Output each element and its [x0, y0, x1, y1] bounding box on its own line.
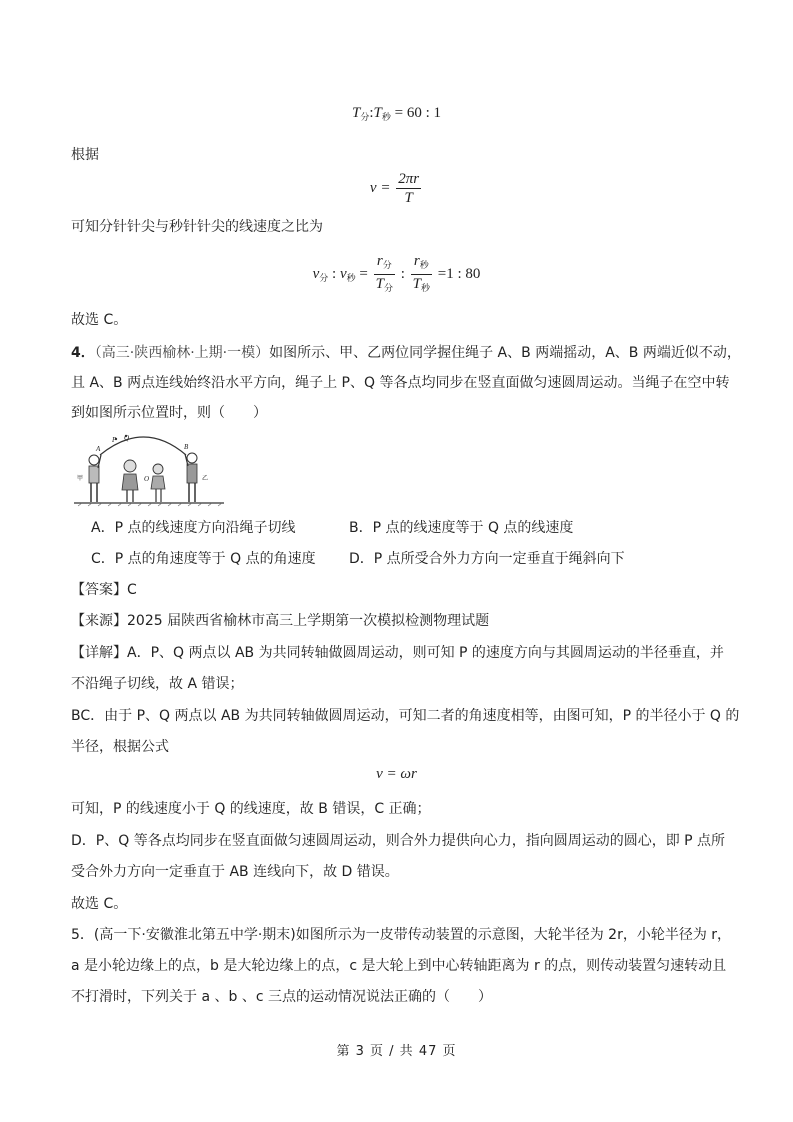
q4-source: 【来源】2025 届陕西省榆林市高三上学期第一次模拟检测物理试题: [71, 613, 490, 629]
q4-detail-line7: 受合外力方向一定垂直于 AB 连线向下，故 D 错误。: [71, 864, 399, 880]
label-b: B: [184, 443, 189, 451]
q5-stem-line2: a 是小轮边缘上的点，b 是大轮边缘上的点，c 是大轮上到中心转轴距离为 r 的点，则传动装置匀速转动且: [71, 958, 727, 974]
q4-answer: 【答案】C: [71, 582, 137, 598]
q4-choose: 故选 C。: [71, 896, 128, 912]
person-jia: [89, 455, 101, 502]
equation-speed-ratio: $v_分$ : $v_秒$ = $\frac{r_分}{T_分}$ : $\frac{r_秒}{T_秒}$ =1 : 80: [312, 253, 481, 293]
q5-stem-line3: 不打滑时，下列关于 a 、b 、c 三点的运动情况说法正确的（ ）: [71, 989, 492, 1005]
q5-stem-line1: 5．(高一下·安徽淮北第五中学·期末)如图所示为一皮带传动装置的示意图，大轮半径为 2r，小轮半径为 r，: [71, 927, 732, 943]
q4-detail-line3: BC．由于 P、Q 两点以 AB 为共同转轴做圆周运动，可知二者的角速度相等，由图可知，P 的半径小于 Q 的: [71, 708, 740, 724]
q4-detail-line4: 半径，根据公式: [71, 739, 169, 755]
q4-option-a[interactable]: A．P 点的线速度方向沿绳子切线: [91, 520, 296, 536]
q4-stem-line2: 且 A、B 两点连线始终沿水平方向，绳子上 P、Q 等各点均同步在竖直面做匀速圆周运动。当绳子在空中转: [71, 375, 730, 391]
q4-option-c[interactable]: C．P 点的角速度等于 Q 点的角速度: [91, 551, 316, 567]
q4-detail-line1: 【详解】A．P、Q 两点以 AB 为共同转轴做圆周运动，则可知 P 的速度方向与其圆周运动的半径垂直，并: [71, 645, 724, 661]
person-yi: [185, 453, 197, 502]
q4-detail-line5: 可知，P 的线速度小于 Q 的线速度，故 B 错误，C 正确；: [71, 801, 431, 817]
child-one: [122, 460, 138, 502]
q4-option-b[interactable]: B．P 点的线速度等于 Q 点的线速度: [349, 520, 574, 536]
q4-source-tag: （高三·陕西榆林·上期·一模）: [94, 345, 270, 361]
equation-v-omega-r: v = ωr: [376, 766, 417, 782]
rope-skipping-figure: [74, 433, 224, 508]
child-two: [151, 464, 165, 502]
label-a: A: [96, 445, 101, 453]
q4-stem-line1: 4．（高三·陕西榆林·上期·一模）如图所示、甲、乙两位同学握住绳子 A、B 两端摇动，A、B 两端近似不动，: [71, 345, 741, 361]
text-choose-c-1: 故选 C。: [71, 312, 128, 328]
q4-option-d[interactable]: D．P 点所受合外力方向一定垂直于绳斜向下: [349, 551, 625, 567]
q4-stem-line3: 到如图所示位置时，则（ ）: [71, 405, 267, 421]
equation-period-ratio: $T_分:T_秒 = 60$ : 1: [351, 105, 442, 122]
text-kezhi: 可知分针针尖与秒针针尖的线速度之比为: [71, 219, 323, 235]
label-q: Q: [124, 434, 130, 442]
label-jia: 甲: [77, 475, 84, 482]
equation-velocity: v = $\frac{2\pi r}{T}$: [369, 171, 420, 206]
label-yi: 乙: [202, 475, 209, 482]
q4-detail-line2: 不沿绳子切线，故 A 错误；: [71, 676, 244, 692]
text-genju: 根据: [71, 147, 99, 163]
q4-number: 4．: [71, 345, 95, 361]
q4-detail-line6: D．P、Q 等各点均同步在竖直面做匀速圆周运动，则合外力提供向心力，指向圆周运动的圆心，即 P 点所: [71, 833, 726, 849]
page-footer: 第 3 页 / 共 47 页: [336, 1044, 457, 1059]
label-o: O: [144, 475, 150, 483]
label-p: P: [112, 436, 117, 444]
